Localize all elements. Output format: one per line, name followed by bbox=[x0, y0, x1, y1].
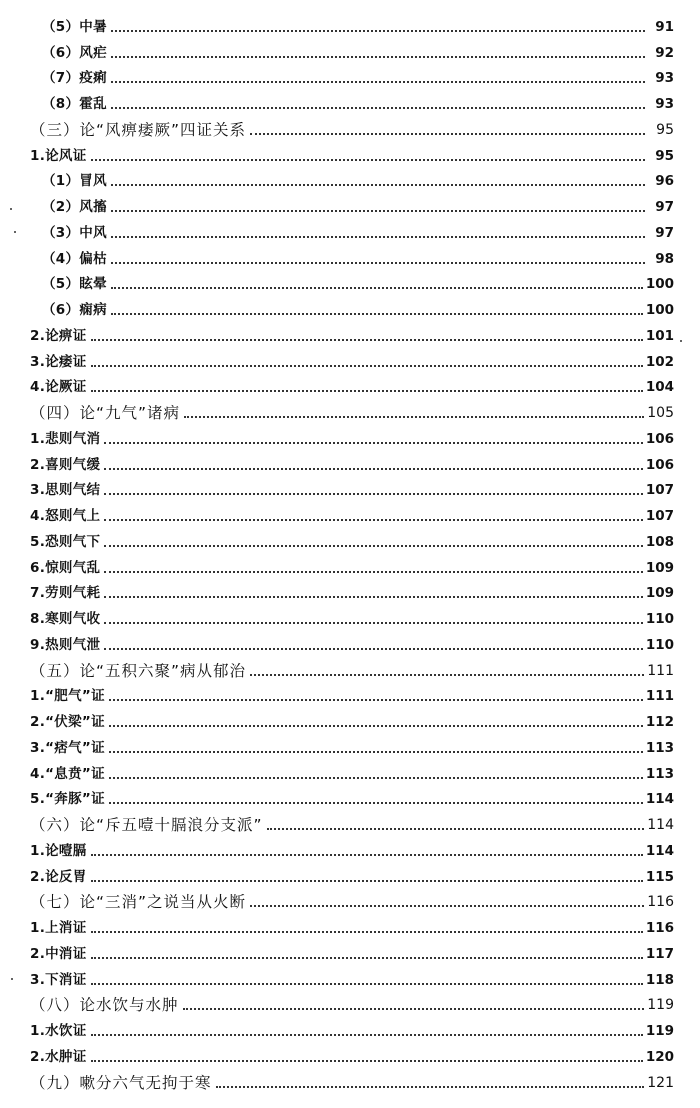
toc-page-number: 111 bbox=[647, 662, 674, 679]
toc-page-number: 107 bbox=[645, 508, 674, 524]
toc-entry bbox=[0, 911, 700, 937]
dot-leader bbox=[109, 725, 643, 727]
dot-leader bbox=[111, 210, 645, 212]
toc-page-number: 95 bbox=[656, 121, 674, 138]
toc-entry bbox=[0, 216, 700, 242]
toc-entry-title: 3.“痞气”证 bbox=[30, 739, 105, 756]
toc-entry-title: （七）论“三消”之说当从火断 bbox=[30, 893, 247, 912]
toc-entry bbox=[0, 36, 700, 62]
toc-entry-title: 5.“奔豚”证 bbox=[30, 791, 105, 808]
toc-entry-title: （八）论水饮与水肿 bbox=[30, 996, 179, 1015]
toc-entry-title: 1.论风证 bbox=[30, 147, 87, 164]
dot-leader bbox=[104, 545, 642, 547]
toc-page-number: 117 bbox=[645, 945, 674, 962]
toc-page-number: 96 bbox=[655, 173, 674, 190]
toc-page-number: 116 bbox=[647, 894, 674, 911]
toc-entry-title: （九）嗽分六气无拘于寒 bbox=[30, 1073, 212, 1092]
toc-page-number: 92 bbox=[655, 44, 674, 61]
toc-entry-title: （六）论“斥五噎十膈浪分支派” bbox=[30, 816, 263, 834]
toc-section-heading bbox=[0, 654, 700, 680]
dot-leader bbox=[109, 802, 643, 804]
toc-entry bbox=[0, 757, 700, 783]
toc-page-number: 105 bbox=[647, 405, 674, 421]
toc-entry-title: （2）风搐 bbox=[42, 199, 107, 215]
dot-leader bbox=[111, 236, 645, 238]
dot-leader bbox=[111, 313, 643, 315]
toc-page-number: 118 bbox=[645, 971, 674, 988]
toc-page-number: 95 bbox=[655, 147, 674, 164]
toc-entry-title: （5）中暑 bbox=[42, 18, 107, 35]
dot-leader bbox=[104, 571, 642, 573]
toc-entry bbox=[0, 139, 700, 165]
toc-entry-title: 2.“伏梁”证 bbox=[30, 714, 105, 730]
scan-speck bbox=[14, 231, 16, 233]
toc-entry-title: 5.恐则气下 bbox=[30, 533, 101, 550]
toc-entry-title: 2.论反胃 bbox=[30, 868, 87, 885]
toc-page-number: 119 bbox=[647, 997, 674, 1014]
toc-page-number: 112 bbox=[645, 714, 674, 730]
scan-speck bbox=[680, 340, 682, 342]
toc-entry bbox=[0, 242, 700, 268]
scan-speck bbox=[11, 978, 13, 980]
toc-entry-title: （7）疫痢 bbox=[42, 70, 107, 87]
toc-page-number: 108 bbox=[645, 533, 674, 550]
toc-entry-title: 1.水饮证 bbox=[30, 1023, 87, 1039]
toc-entry-title: 9.热则气泄 bbox=[30, 636, 101, 653]
toc-page-number: 121 bbox=[647, 1074, 674, 1091]
toc-entry-title: 1.论噎膈 bbox=[30, 842, 87, 859]
toc-entry-title: 3.思则气结 bbox=[30, 482, 101, 499]
dot-leader bbox=[250, 674, 644, 676]
toc-entry bbox=[0, 1040, 700, 1066]
toc-entry-title: 3.论痿证 bbox=[30, 353, 87, 370]
toc-entry bbox=[0, 860, 700, 886]
toc-page-number: 119 bbox=[645, 1023, 674, 1039]
toc-entry-title: （6）痫病 bbox=[42, 302, 107, 318]
toc-entry bbox=[0, 10, 700, 36]
toc-entry bbox=[0, 680, 700, 706]
table-of-contents bbox=[0, 10, 700, 1092]
dot-leader bbox=[91, 159, 645, 161]
dot-leader bbox=[111, 287, 643, 289]
dot-leader bbox=[216, 1086, 645, 1088]
toc-entry-title: 4.论厥证 bbox=[30, 379, 87, 396]
toc-section-heading bbox=[0, 989, 700, 1015]
toc-page-number: 91 bbox=[655, 18, 674, 35]
toc-entry bbox=[0, 422, 700, 448]
toc-entry-title: 8.寒则气收 bbox=[30, 611, 101, 627]
toc-page-number: 109 bbox=[645, 559, 674, 576]
toc-entry-title: 1.“肥气”证 bbox=[30, 688, 105, 705]
dot-leader bbox=[109, 777, 643, 779]
toc-entry bbox=[0, 937, 700, 963]
toc-page-number: 106 bbox=[645, 456, 674, 473]
toc-entry bbox=[0, 499, 700, 525]
toc-page-number: 97 bbox=[655, 199, 674, 215]
toc-entry-title: （4）偏枯 bbox=[42, 250, 107, 267]
toc-entry-title: 2.喜则气缓 bbox=[30, 456, 101, 473]
toc-page-number: 114 bbox=[645, 791, 674, 808]
toc-page-number: 114 bbox=[645, 842, 674, 859]
toc-page-number: 97 bbox=[655, 224, 674, 241]
dot-leader bbox=[104, 622, 642, 624]
dot-leader bbox=[111, 30, 645, 32]
toc-entry-title: 1.悲则气消 bbox=[30, 430, 101, 447]
toc-entry-title: （1）冒风 bbox=[42, 173, 107, 190]
toc-entry bbox=[0, 87, 700, 113]
dot-leader bbox=[111, 107, 645, 109]
dot-leader bbox=[91, 854, 643, 856]
toc-entry bbox=[0, 165, 700, 191]
dot-leader bbox=[267, 828, 645, 830]
toc-entry bbox=[0, 345, 700, 371]
toc-page-number: 113 bbox=[645, 739, 674, 756]
toc-page-number: 100 bbox=[645, 302, 674, 318]
dot-leader bbox=[109, 751, 643, 753]
toc-page-number: 113 bbox=[645, 765, 674, 782]
toc-entry bbox=[0, 319, 700, 345]
dot-leader bbox=[91, 983, 643, 985]
dot-leader bbox=[104, 468, 642, 470]
scan-speck bbox=[10, 208, 12, 210]
toc-entry bbox=[0, 731, 700, 757]
toc-entry-title: （6）风疟 bbox=[42, 44, 107, 61]
toc-page-number: 116 bbox=[645, 920, 674, 936]
dot-leader bbox=[111, 81, 645, 83]
toc-entry-title: 1.上消证 bbox=[30, 920, 87, 936]
toc-page-number: 93 bbox=[655, 70, 674, 87]
toc-entry-title: （五）论“五积六聚”病从郁治 bbox=[30, 661, 247, 680]
dot-leader bbox=[111, 262, 645, 264]
toc-page-number: 102 bbox=[645, 353, 674, 370]
toc-page-number: 110 bbox=[645, 636, 674, 653]
toc-entry-title: 4.“息贲”证 bbox=[30, 765, 105, 782]
dot-leader bbox=[91, 339, 643, 341]
toc-entry bbox=[0, 371, 700, 397]
toc-page-number: 107 bbox=[645, 482, 674, 499]
toc-entry bbox=[0, 602, 700, 628]
toc-section-heading bbox=[0, 886, 700, 912]
toc-section-heading bbox=[0, 113, 700, 139]
dot-leader bbox=[184, 416, 644, 418]
toc-entry-title: （三）论“风痹痿厥”四证关系 bbox=[30, 120, 247, 139]
toc-page-number: 114 bbox=[647, 817, 674, 833]
toc-page-number: 98 bbox=[655, 250, 674, 267]
toc-entry bbox=[0, 190, 700, 216]
toc-page-number: 111 bbox=[645, 688, 674, 705]
toc-entry bbox=[0, 448, 700, 474]
toc-entry-title: （3）中风 bbox=[42, 224, 107, 241]
toc-entry-title: 2.论痹证 bbox=[30, 327, 87, 344]
toc-entry bbox=[0, 705, 700, 731]
toc-entry bbox=[0, 628, 700, 654]
toc-entry bbox=[0, 293, 700, 319]
toc-entry bbox=[0, 525, 700, 551]
dot-leader bbox=[104, 442, 642, 444]
dot-leader bbox=[91, 957, 643, 959]
toc-page-number: 106 bbox=[645, 430, 674, 447]
toc-page-number: 100 bbox=[645, 276, 674, 293]
toc-entry-title: 4.怒则气上 bbox=[30, 508, 101, 524]
toc-page-number: 120 bbox=[645, 1048, 674, 1065]
toc-entry bbox=[0, 577, 700, 603]
dot-leader bbox=[91, 365, 643, 367]
dot-leader bbox=[91, 880, 643, 882]
dot-leader bbox=[91, 1034, 643, 1036]
toc-page-number: 109 bbox=[645, 585, 674, 602]
toc-entry-title: （四）论“九气”诸病 bbox=[30, 404, 181, 422]
toc-entry-title: 7.劳则气耗 bbox=[30, 585, 101, 602]
dot-leader bbox=[104, 596, 642, 598]
toc-page-number: 101 bbox=[645, 327, 674, 344]
toc-entry-title: （5）眩晕 bbox=[42, 276, 107, 293]
toc-entry-title: 2.中消证 bbox=[30, 945, 87, 962]
toc-entry bbox=[0, 963, 700, 989]
dot-leader bbox=[104, 493, 642, 495]
toc-entry bbox=[0, 62, 700, 88]
toc-entry bbox=[0, 783, 700, 809]
toc-section-heading bbox=[0, 1066, 700, 1092]
toc-section-heading bbox=[0, 396, 700, 422]
dot-leader bbox=[111, 56, 645, 58]
dot-leader bbox=[91, 931, 643, 933]
toc-page-number: 115 bbox=[645, 868, 674, 885]
toc-entry bbox=[0, 1014, 700, 1040]
dot-leader bbox=[250, 133, 645, 135]
toc-page-number: 110 bbox=[645, 611, 674, 627]
toc-page-number: 93 bbox=[655, 96, 674, 112]
toc-entry-title: 6.惊则气乱 bbox=[30, 559, 101, 576]
dot-leader bbox=[91, 1060, 643, 1062]
toc-entry bbox=[0, 268, 700, 294]
dot-leader bbox=[104, 648, 642, 650]
toc-entry-title: （8）霍乱 bbox=[42, 96, 107, 112]
toc-page-number: 104 bbox=[645, 379, 674, 396]
toc-entry bbox=[0, 474, 700, 500]
dot-leader bbox=[183, 1008, 645, 1010]
toc-entry-title: 2.水肿证 bbox=[30, 1048, 87, 1065]
toc-entry bbox=[0, 834, 700, 860]
dot-leader bbox=[111, 184, 645, 186]
dot-leader bbox=[109, 699, 643, 701]
toc-section-heading bbox=[0, 808, 700, 834]
dot-leader bbox=[104, 519, 642, 521]
toc-entry-title: 3.下消证 bbox=[30, 971, 87, 988]
dot-leader bbox=[91, 390, 643, 392]
toc-entry bbox=[0, 551, 700, 577]
dot-leader bbox=[250, 905, 644, 907]
